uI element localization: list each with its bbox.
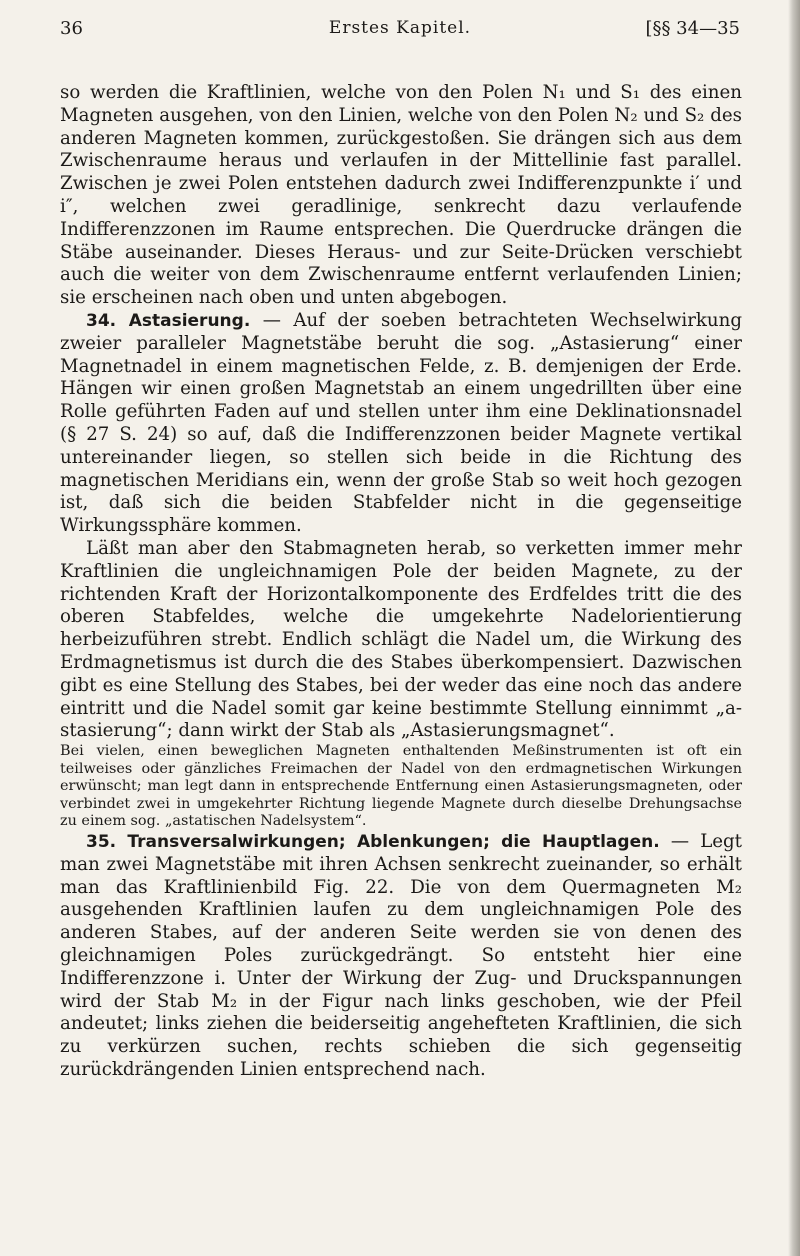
small-print-note: Bei vielen, einen beweglichen Magneten enthaltenden Meßinstrumenten ist oft ein teilweises oder gänzliches Freimachen der Nadel von den erdmagnetischen Wirkungen erwünscht; man legt dann in entsprechende Entfernung einen Astasierungsmagneten, oder verbindet zwei in umgekehrter Richtung liegende Magnete durch dieselbe Drehungsachse zu einem sog. „astatischen Nadelsystem“. bbox=[60, 743, 742, 830]
page-body bbox=[60, 82, 742, 1082]
section-range: [§§ 34—35 bbox=[645, 18, 740, 39]
section-35-text: — Legt man zwei Magnetstäbe mit ihren Achsen senkrecht zueinander, so erhält man das Kraftlinienbild Fig. 22. Die von dem Quermagneten M₂ ausgehenden Kraftlinien laufen zu dem ungleichnamigen Pole des anderen Stabes, auf der anderen Seite werden sie von denen des gleichnamigen Poles zurückgedrängt. So entsteht hier eine Indifferenzzone i. Unter der Wirkung der Zug- und Druckspannungen wird der Stab M₂ in der Figur nach links geschoben, wie der Pfeil andeutet; links ziehen die beiderseitig angehefteten Kraftlinien, die sich zu verkürzen suchen, rechts schieben die sich gegenseitig zurückdrängenden Linien entsprechend nach. bbox=[60, 831, 742, 1081]
running-header bbox=[60, 18, 740, 48]
paragraph-continuation: so werden die Kraftlinien, welche von den Polen N₁ und S₁ des einen Magneten ausgehen, von den Linien, welche von den Polen N₂ und S₂ des anderen Magneten kommen, zurückgestoßen. Sie drängen sich aus dem Zwischenraume heraus und verlaufen in der Mittellinie fast parallel. Zwischen je zwei Polen entstehen dadurch zwei Indifferenzpunkte i′ und i″, welchen zwei geradlinige, senkrecht dazu verlaufende Indifferenzzonen im Raume entsprechen. Die Querdrucke drängen die Stäbe auseinander. Dieses Heraus- und zur Seite-Drücken verschiebt auch die weiter von dem Zwischenraume entfernt verlaufenden Linien; sie erscheinen nach oben und unten abgebogen. bbox=[60, 82, 742, 309]
section-35 bbox=[60, 831, 742, 1082]
chapter-title: Erstes Kapitel. bbox=[328, 18, 472, 38]
section-34-text: — Auf der soeben betrachteten Wechselwirkung zweier paralleler Magnetstäbe beruht die sog. „Astasierung“ einer Magnetnadel in einem magnetischen Felde, z. B. demjenigen der Erde. Hängen wir einen großen Magnetstab an einem ungedrillten über eine Rolle geführten Faden auf und stellen unter ihm eine Deklinationsnadel (§ 27 S. 24) so auf, daß die Indifferenzzonen beider Magnete vertikal untereinander liegen, so stellen sich beide in die Richtung des magnetischen Meridians ein, wenn der große Stab so weit hoch gezogen ist, daß sich die beiden Stabfelder nicht in die gegenseitige Wirkungssphäre kommen. bbox=[60, 309, 742, 537]
page-edge-shadow bbox=[788, 0, 800, 1256]
section-34 bbox=[60, 310, 742, 538]
section-35-heading: 35. Transversalwirkungen; Ablenkungen; die Hauptlagen. bbox=[86, 832, 660, 853]
section-34-heading: 34. Astasierung. bbox=[86, 310, 251, 331]
paragraph-astasierung: Läßt man aber den Stabmagneten herab, so verketten immer mehr Kraftlinien die ungleichnamigen Pole der beiden Magnete, zu der richtenden Kraft der Horizontalkomponente des Erdfeldes tritt die des oberen Stabfeldes, welche die umgekehrte Nadelorientierung herbeizuführen strebt. Endlich schlägt die Nadel um, die Wirkung des Erdmagnetismus ist durch die des Stabes überkompensiert. Dazwischen gibt es eine Stellung des Stabes, bei der weder das eine noch das andere eintritt und die Nadel somit gar keine bestimmte Stellung einnimmt „a-stasierung“; dann wirkt der Stab als „Astasierungsmagnet“. bbox=[60, 537, 742, 742]
page-number: 36 bbox=[60, 18, 83, 39]
